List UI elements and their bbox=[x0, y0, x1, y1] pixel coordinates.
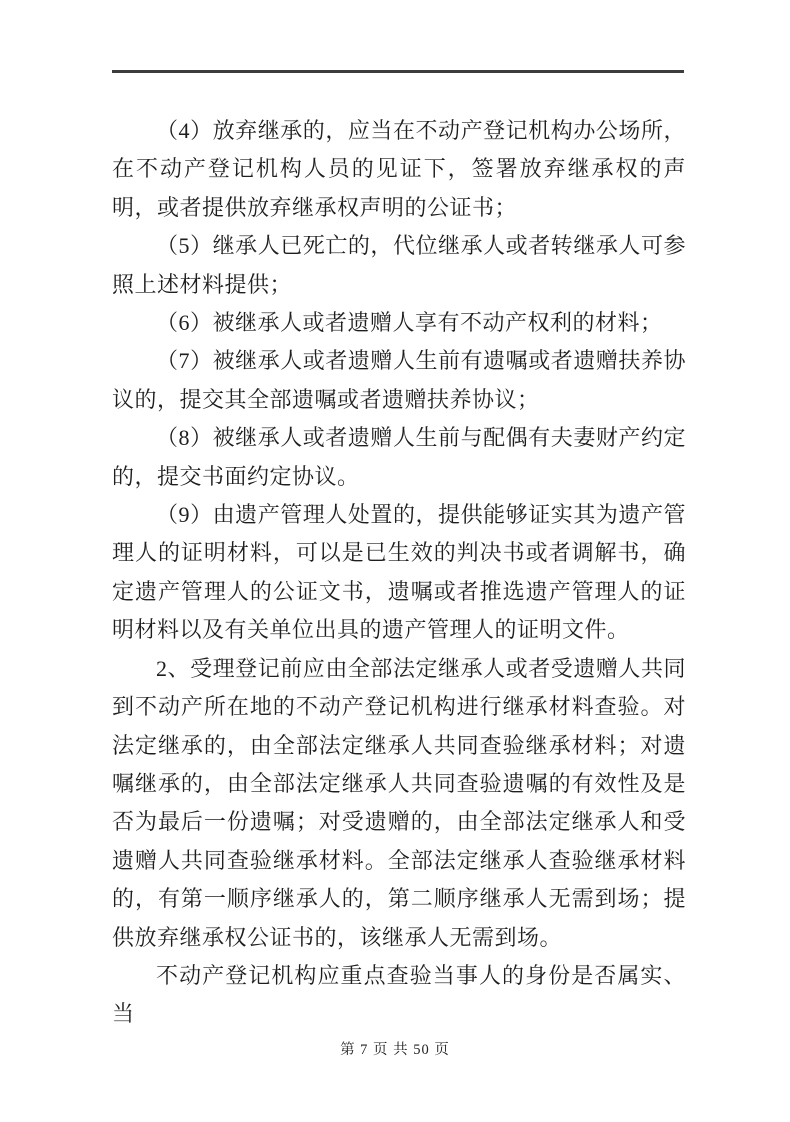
paragraph-item-4: （4）放弃继承的，应当在不动产登记机构办公场所，在不动产登记机构人员的见证下，签署放弃继承权的声明，或者提供放弃继承权声明的公证书； bbox=[112, 118, 686, 220]
header-rule bbox=[112, 70, 684, 73]
document-body bbox=[112, 112, 686, 1034]
paragraph-item-7: （7）被继承人或者遗赠人生前有遗嘱或者遗赠扶养协议的，提交其全部遗嘱或者遗赠扶养协议； bbox=[112, 348, 686, 412]
paragraph-item-8: （8）被继承人或者遗赠人生前与配偶有夫妻财产约定的，提交书面约定协议。 bbox=[112, 425, 686, 489]
paragraph-item-5: （5）继承人已死亡的，代位继承人或者转继承人可参照上述材料提供； bbox=[112, 233, 686, 297]
paragraph-section-2: 2、受理登记前应由全部法定继承人或者受遗赠人共同到不动产所在地的不动产登记机构进行继承材料查验。对法定继承的，由全部法定继承人共同查验继承材料；对遗嘱继承的，由全部法定继承人共同查验遗嘱的有效性及是否为最后一份遗嘱；对受遗赠的，由全部法定继承人和受遗赠人共同查验继承材料。全部法定继承人查验继承材料的，有第一顺序继承人的，第二顺序继承人无需到场；提供放弃继承权公证书的，该继承人无需到场。 bbox=[112, 655, 686, 950]
paragraph-continuation: 不动产登记机构应重点查验当事人的身份是否属实、当 bbox=[112, 962, 686, 1027]
page-number: 第 7 页 共 50 页 bbox=[340, 1042, 450, 1058]
paragraph-item-6: （6）被继承人或者遗赠人享有不动产权利的材料； bbox=[156, 310, 663, 336]
paragraph-item-9: （9）由遗产管理人处置的，提供能够证实其为遗产管理人的证明材料，可以是已生效的判决书或者调解书，确定遗产管理人的公证文书，遗嘱或者推选遗产管理人的证明材料以及有关单位出具的遗产管理人的证明文件。 bbox=[112, 502, 686, 643]
